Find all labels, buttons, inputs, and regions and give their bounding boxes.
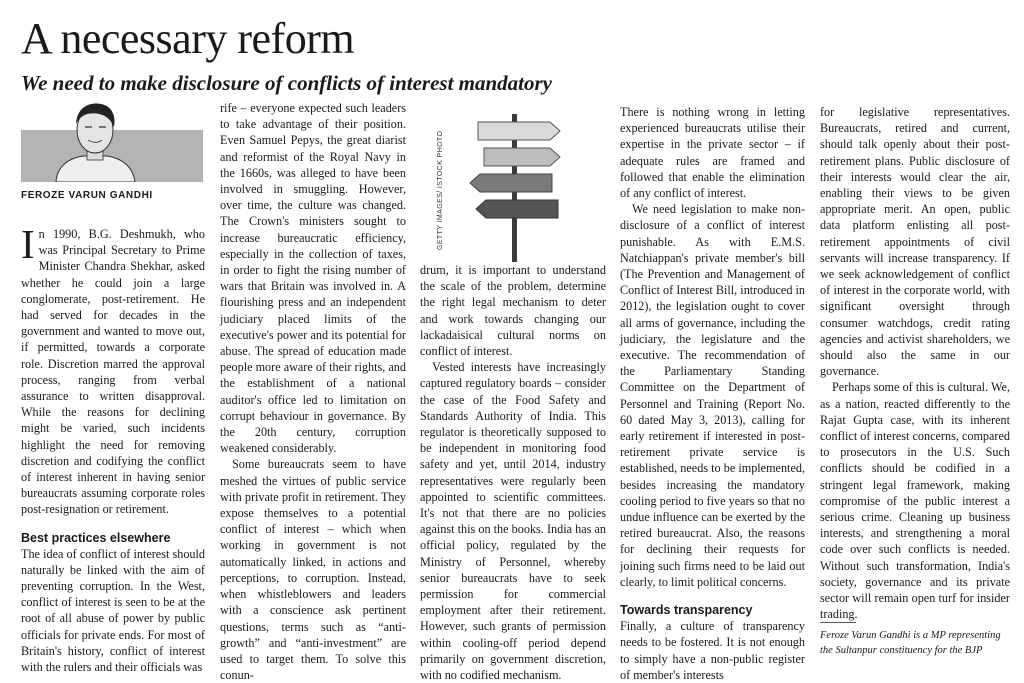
subheadline: We need to make disclosure of conflicts of interest mandatory — [21, 71, 552, 95]
paragraph: There is nothing wrong in letting experienced bureaucrats utilise their expertise in the private sector – if adequate rules are framed and followed that enable the elimination of any conflict of interest. — [620, 105, 805, 201]
signpost-illustration — [458, 112, 568, 262]
byline: FEROZE VARUN GANDHI — [21, 190, 153, 201]
column-4 — [620, 104, 805, 683]
author-footnote: Feroze Varun Gandhi is a MP representing the Sultanpur constituency for the BJP — [820, 630, 1001, 656]
column-3 — [420, 262, 606, 683]
column-1 — [21, 221, 205, 675]
intro-paragraph — [21, 221, 205, 518]
intro-text: n 1990, B.G. Deshmukh, who was Principal Secretary to Prime Minister Chandra Shekhar, asked whether he could join a large conglomerate, post-retirement. He had served for decades in the government and wanted to move out, if permitted, towards a corporate role. Discretion marred the approval process, ranging from verbal assurance to written disapproval. While the reasons for declining might be varied, such incidents highlight the need for removing discretion and codifying the conflict of interest inherent in having senior bureaucrats assuming corporate roles post-resignation or retirement. — [21, 227, 205, 517]
section-heading: Best practices elsewhere — [21, 530, 171, 545]
paragraph: Finally, a culture of transparency needs to be fostered. It is not enough to simply have a non-public register of member's interests — [620, 619, 805, 682]
drop-cap: I — [21, 221, 35, 267]
column-2 — [220, 100, 406, 683]
paragraph: The idea of conflict of interest should naturally be linked with the aim of preventing corruption. In the West, conflict of interest is seen to be at the root of all abuse of power by public officials for private ends. For most of Britain's history, conflict of interest with the rulers and their officials was — [21, 546, 205, 675]
paragraph: Some bureaucrats seem to have meshed the virtues of public service with private profit in retirement. They expose themselves to a potential conflict of interest – which when working in government is not automatically linked, in actions and perceptions, to corruption. Instead, when whistleblowers and leaders with a conscience ask pertinent questions, terms such as “anti-growth” and “anti-investment” are used to target them. To solve this conun- — [220, 457, 406, 683]
footnote-rule — [820, 622, 856, 623]
paragraph: drum, it is important to understand the scale of the problem, determine the right legal mechanism to deter and work towards changing our lackadaisical cultural norms on conflict of interest. — [420, 263, 606, 359]
photo-credit: GETTY IMAGES/ ISTOCK PHOTO — [437, 130, 444, 250]
column-5 — [820, 104, 1010, 623]
section-heading: Towards transparency — [620, 603, 753, 618]
paragraph: for legislative representatives. Bureaucrats, retired and current, should talk openly about their post-retirement plans. Public disclosure of their interests would clear the air, enabling their views to be given appropriate merit. An open, public data platform enlisting all post-retirement appointments of civil servants will increase transparency. If we seek acknowledgement of conflict of interest in the corporate world, with significant oversight through consumer watchdogs, credit rating agencies and activist shareholders, we should also the same in our governance. — [820, 105, 1010, 379]
paragraph: Perhaps some of this is cultural. We, as a nation, reacted differently to the Rajat Gupta case, with its inherent conflict of interest concerns, compared to prosecutors in the U.S. Such conflicts should be codified in a stringent legal framework, making compromise of the public interest a serious crime. Cleaning up business interests, and strengthening a moral code over such conflicts is needed. Without such transformation, India's society, governance and its private sector will remain open turf for insider trading. — [820, 380, 1010, 622]
paragraph: Vested interests have increasingly captured regulatory boards – consider the case of the Food Safety and Standards Authority of India. This regulator is theoretically supposed to be independent in monitoring food safety and yet, until 2014, industry representatives were regularly been appointed to scientific committees. It's not that there are no policies against this on the books. India has an official policy, regulated by the Ministry of Personnel, whereby senior bureaucrats have to seek permission for commercial employment after their retirement. However, such grants of permission within cooling-off period depend primarily on government discretion, with no codified mechanism. — [420, 360, 606, 683]
paragraph: We need legislation to make non-disclosure of a conflict of interest punishable. As with E.M.S. Natchiappan's private member's bill (The Prevention and Management of Conflict of Interest Bill, introduced in 2012), the legislation ought to cover all arms of governance, including the judiciary, the legislature and the executive. The recommendation of the Parliamentary Standing Committee on the Department of Personnel and Training (Report No. 60 dated May 3, 2013), calling for early retirement if interested in post-retirement private service is established, needs to be implemented, besides increasing the mandatory cooling period to five years so that no undue influence can be exerted by the retired bureaucrat. Also, the reasons for declining their requests for joining such firms need to be laid out clearly, to limit political concerns. — [620, 202, 805, 589]
author-portrait — [21, 100, 203, 182]
headline: A necessary reform — [21, 14, 355, 63]
paragraph: rife – everyone expected such leaders to take advantage of their position. Even Samuel Pepys, the great diarist and reformist of the Royal Navy in the 1660s, was alleged to have been involved in smuggling. However, over time, the culture was changed. The Crown's ministers sought to increase bureaucratic efficiency, especially in the collection of taxes, in order to fight the rising number of wars that Britain was involved in. A flourishing press and an independent judiciary placed limits of the executive's power and its potential for abuse. The spread of education made people more aware of their rights, and the establishment of a national auditor's office led to limitation on corrupt behaviour in governance. By the 20th century, corruption weakened considerably. — [220, 101, 406, 456]
